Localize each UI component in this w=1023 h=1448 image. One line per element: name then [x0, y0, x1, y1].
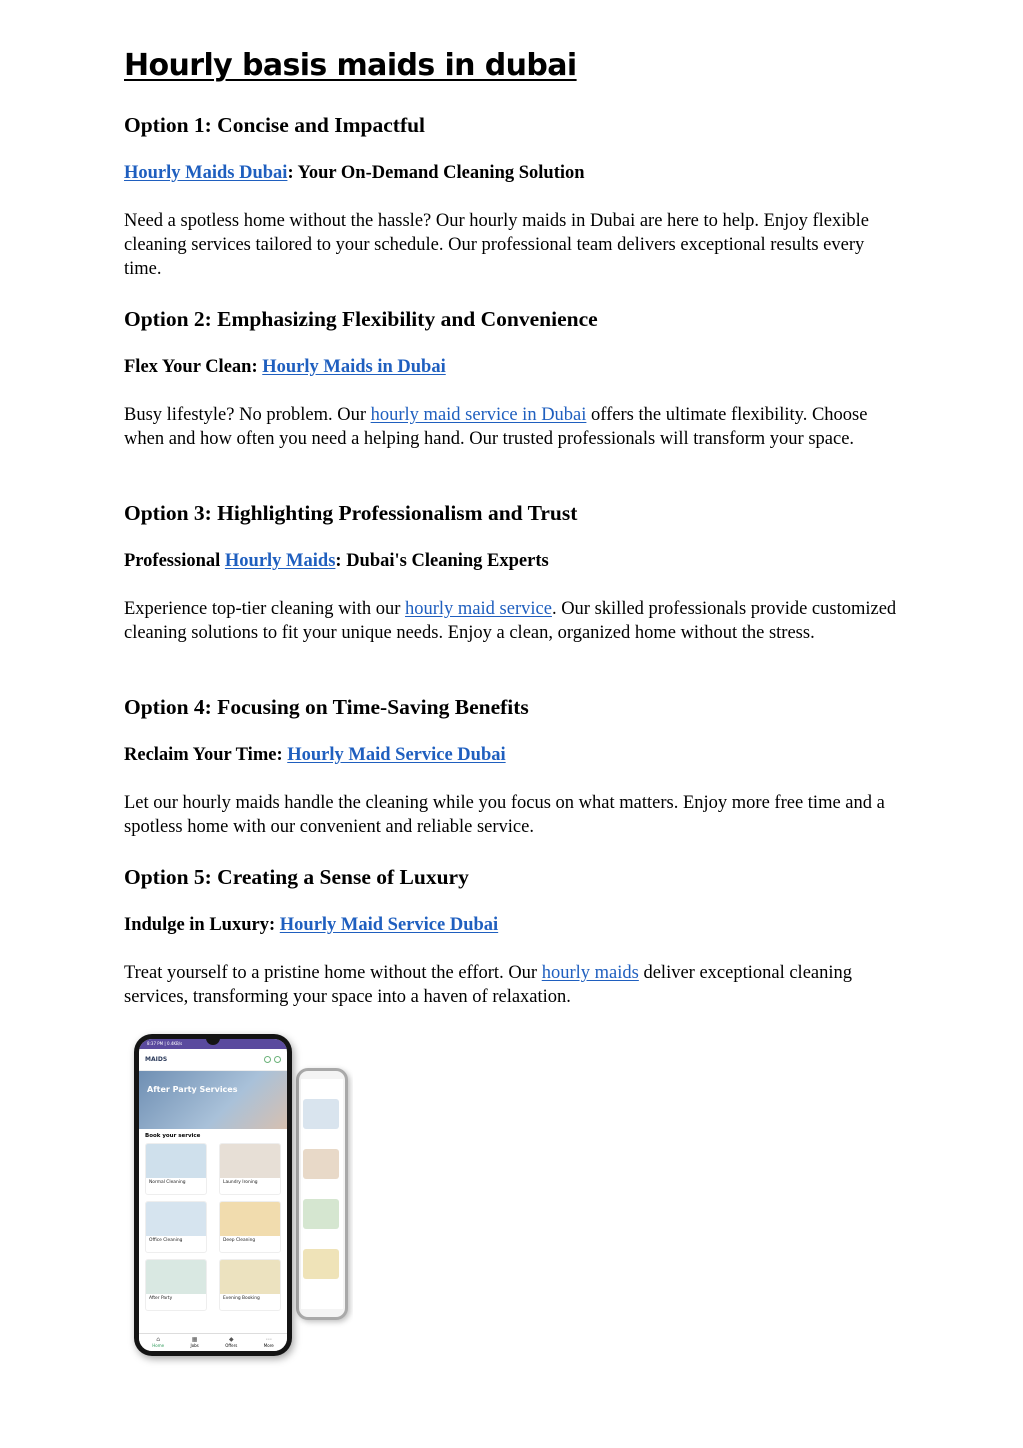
section-1-sub-link[interactable]: Hourly Maids Dubai	[124, 163, 288, 183]
app-mockup-image	[124, 1024, 353, 1368]
app-header	[139, 1049, 287, 1071]
offers-icon: ◆	[228, 1336, 234, 1343]
jobs-icon: ▦	[191, 1336, 198, 1343]
service-card: Laundry Ironing	[219, 1143, 281, 1195]
book-service-label: Book your service	[145, 1133, 201, 1139]
section-3-body: Experience top-tier cleaning with our hourly maid service. Our skilled professionals provide customized cleaning solutions to fit your unique needs. Enjoy a clean, organized home without the stress.	[124, 599, 897, 644]
phone-screen	[139, 1039, 287, 1351]
section-2-heading: Option 2: Emphasizing Flexibility and Convenience	[124, 307, 598, 331]
app-banner: After Party Services	[139, 1071, 287, 1129]
home-icon: ⌂	[156, 1336, 161, 1343]
section-3-heading: Option 3: Highlighting Professionalism and Trust	[124, 501, 578, 525]
section-4-subheading: Reclaim Your Time: Hourly Maid Service Dubai	[124, 745, 506, 765]
service-grid	[139, 1143, 287, 1311]
phone-icon	[274, 1056, 281, 1063]
page-title: Hourly basis maids in dubai	[124, 48, 577, 83]
section-3-sub-link[interactable]: Hourly Maids	[224, 551, 336, 571]
section-2-body: Busy lifestyle? No problem. Our hourly maid service in Dubai offers the ultimate flexibility. Choose when and how often you need a helping hand. Our trusted professionals will transform your space.	[124, 405, 868, 450]
section-5-sub-link[interactable]: Hourly Maid Service Dubai	[279, 915, 499, 935]
section-2-subheading: Flex Your Clean: Hourly Maids in Dubai	[124, 357, 446, 377]
section-5-subheading: Indulge in Luxury: Hourly Maid Service Dubai	[124, 915, 499, 935]
section-3-subheading: Professional Hourly Maids: Dubai's Cleaning Experts	[124, 551, 549, 571]
front-phone	[134, 1034, 292, 1356]
section-2-sub-link[interactable]: Hourly Maids in Dubai	[262, 357, 446, 377]
more-icon: ⋯	[265, 1336, 272, 1343]
service-card: After Party	[145, 1259, 207, 1311]
section-3-body-link[interactable]: hourly maid service	[405, 599, 552, 619]
service-card: Deep Cleaning	[219, 1201, 281, 1253]
section-5-body-link[interactable]: hourly maids	[541, 963, 639, 983]
section-5-body: Treat yourself to a pristine home without the effort. Our hourly maids deliver exceptional cleaning services, transforming your space into a haven of relaxation.	[124, 963, 853, 1008]
section-1-body: Need a spotless home without the hassle? Our hourly maids in Dubai are here to help. Enjoy flexible cleaning services tailored to your schedule. Our professional team delivers exceptional results every time.	[124, 211, 869, 280]
section-4-heading: Option 4: Focusing on Time-Saving Benefits	[124, 695, 529, 719]
service-card: Evening Booking	[219, 1259, 281, 1311]
back-phone	[296, 1068, 348, 1320]
section-2-body-link[interactable]: hourly maid service in Dubai	[370, 405, 587, 425]
section-4-sub-link[interactable]: Hourly Maid Service Dubai	[287, 745, 506, 765]
bottom-nav: ⌂ Home ▦ Jobs ◆ Offers ⋯ More	[139, 1333, 287, 1351]
section-1-subheading: Hourly Maids Dubai: Your On-Demand Cleaning Solution	[124, 163, 585, 183]
section-5-heading: Option 5: Creating a Sense of Luxury	[124, 865, 469, 889]
section-4-body: Let our hourly maids handle the cleaning while you focus on what matters. Enjoy more free time and a spotless home with our convenient and reliable service.	[124, 793, 885, 838]
app-logo: MAIDS	[145, 1056, 168, 1063]
section-1-heading: Option 1: Concise and Impactful	[124, 113, 426, 137]
status-bar: 8:37 PM | 0.4KB/s	[139, 1039, 287, 1049]
service-card: Office Cleaning	[145, 1201, 207, 1253]
service-card: Normal Cleaning	[145, 1143, 207, 1195]
whatsapp-icon	[264, 1056, 271, 1063]
